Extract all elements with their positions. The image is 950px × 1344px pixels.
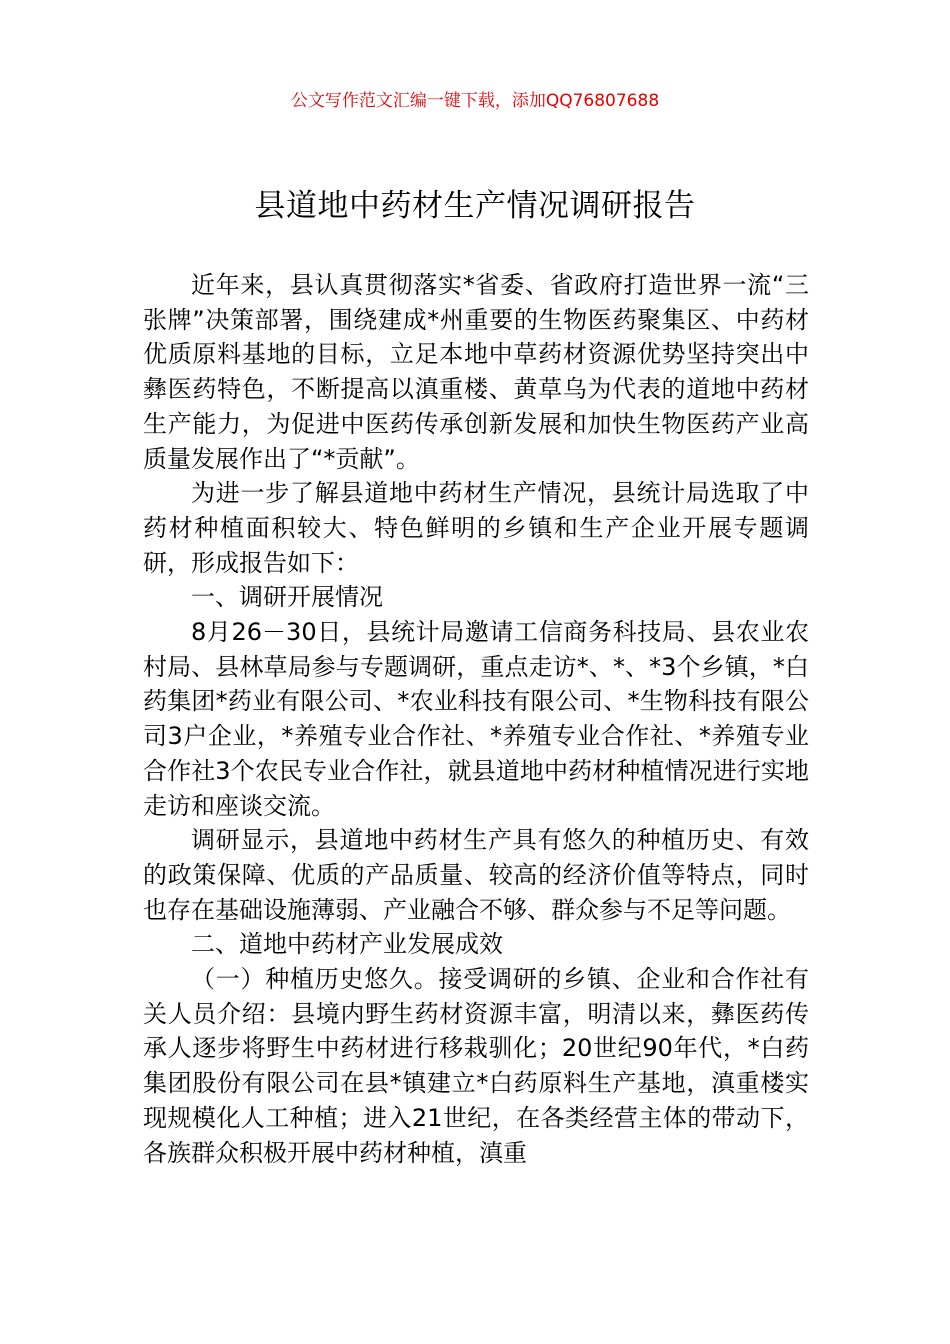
paragraph-intro: 近年来，县认真贯彻落实*省委、省政府打造世界一流“三张牌”决策部署，围绕建成*州重要的生物医药聚集区、中药材优质原料基地的目标，立足本地中草药材资源优势坚持突出中彝医药特色，不断提高以滇重楼、黄草乌为代表的道地中药材生产能力，为促进中医药传承创新发展和加快生物医药产业高质量发展作出了“*贡献”。 xyxy=(143,271,809,473)
section-heading-1: 一、调研开展情况 xyxy=(191,583,383,612)
paragraph-survey-details: 8月26－30日，县统计局邀请工信商务科技局、县农业农村局、县林草局参与专题调研，重点走访*、*、*3个乡镇，*白药集团*药业有限公司、*农业科技有限公司、*生物科技有限公司3户企业，*养殖专业合作社、*养殖专业合作社、*养殖专业合作社3个农民专业合作社，就县道地中药材种植情况进行实地走访和座谈交流。 xyxy=(143,618,809,820)
paragraph-purpose: 为进一步了解县道地中药材生产情况，县统计局选取了中药材种植面积较大、特色鲜明的乡镇和生产企业开展专题调研，形成报告如下： xyxy=(143,479,809,577)
paragraph-planting-history: （一）种植历史悠久。接受调研的乡镇、企业和合作社有关人员介绍：县境内野生药材资源丰富，明清以来，彝医药传承人逐步将野生中药材进行移栽驯化；20世纪90年代，*白药集团股份有限公司在县*镇建立*白药原料生产基地，滇重楼实现规模化人工种植；进入21世纪，在各类经营主体的带动下，各族群众积极开展中药材种植，滇重 xyxy=(143,965,809,1167)
header-download-note: 公文写作范文汇编一键下载，添加QQ76807688 xyxy=(290,91,660,111)
paragraph-survey-findings: 调研显示，县道地中药材生产具有悠久的种植历史、有效的政策保障、优质的产品质量、较高的经济价值等特点，同时也存在基础设施薄弱、产业融合不够、群众参与不足等问题。 xyxy=(143,826,809,924)
document-body xyxy=(143,268,809,1170)
section-heading-2: 二、道地中药材产业发展成效 xyxy=(191,930,503,959)
document-title: 县道地中药材生产情况调研报告 xyxy=(254,188,696,224)
